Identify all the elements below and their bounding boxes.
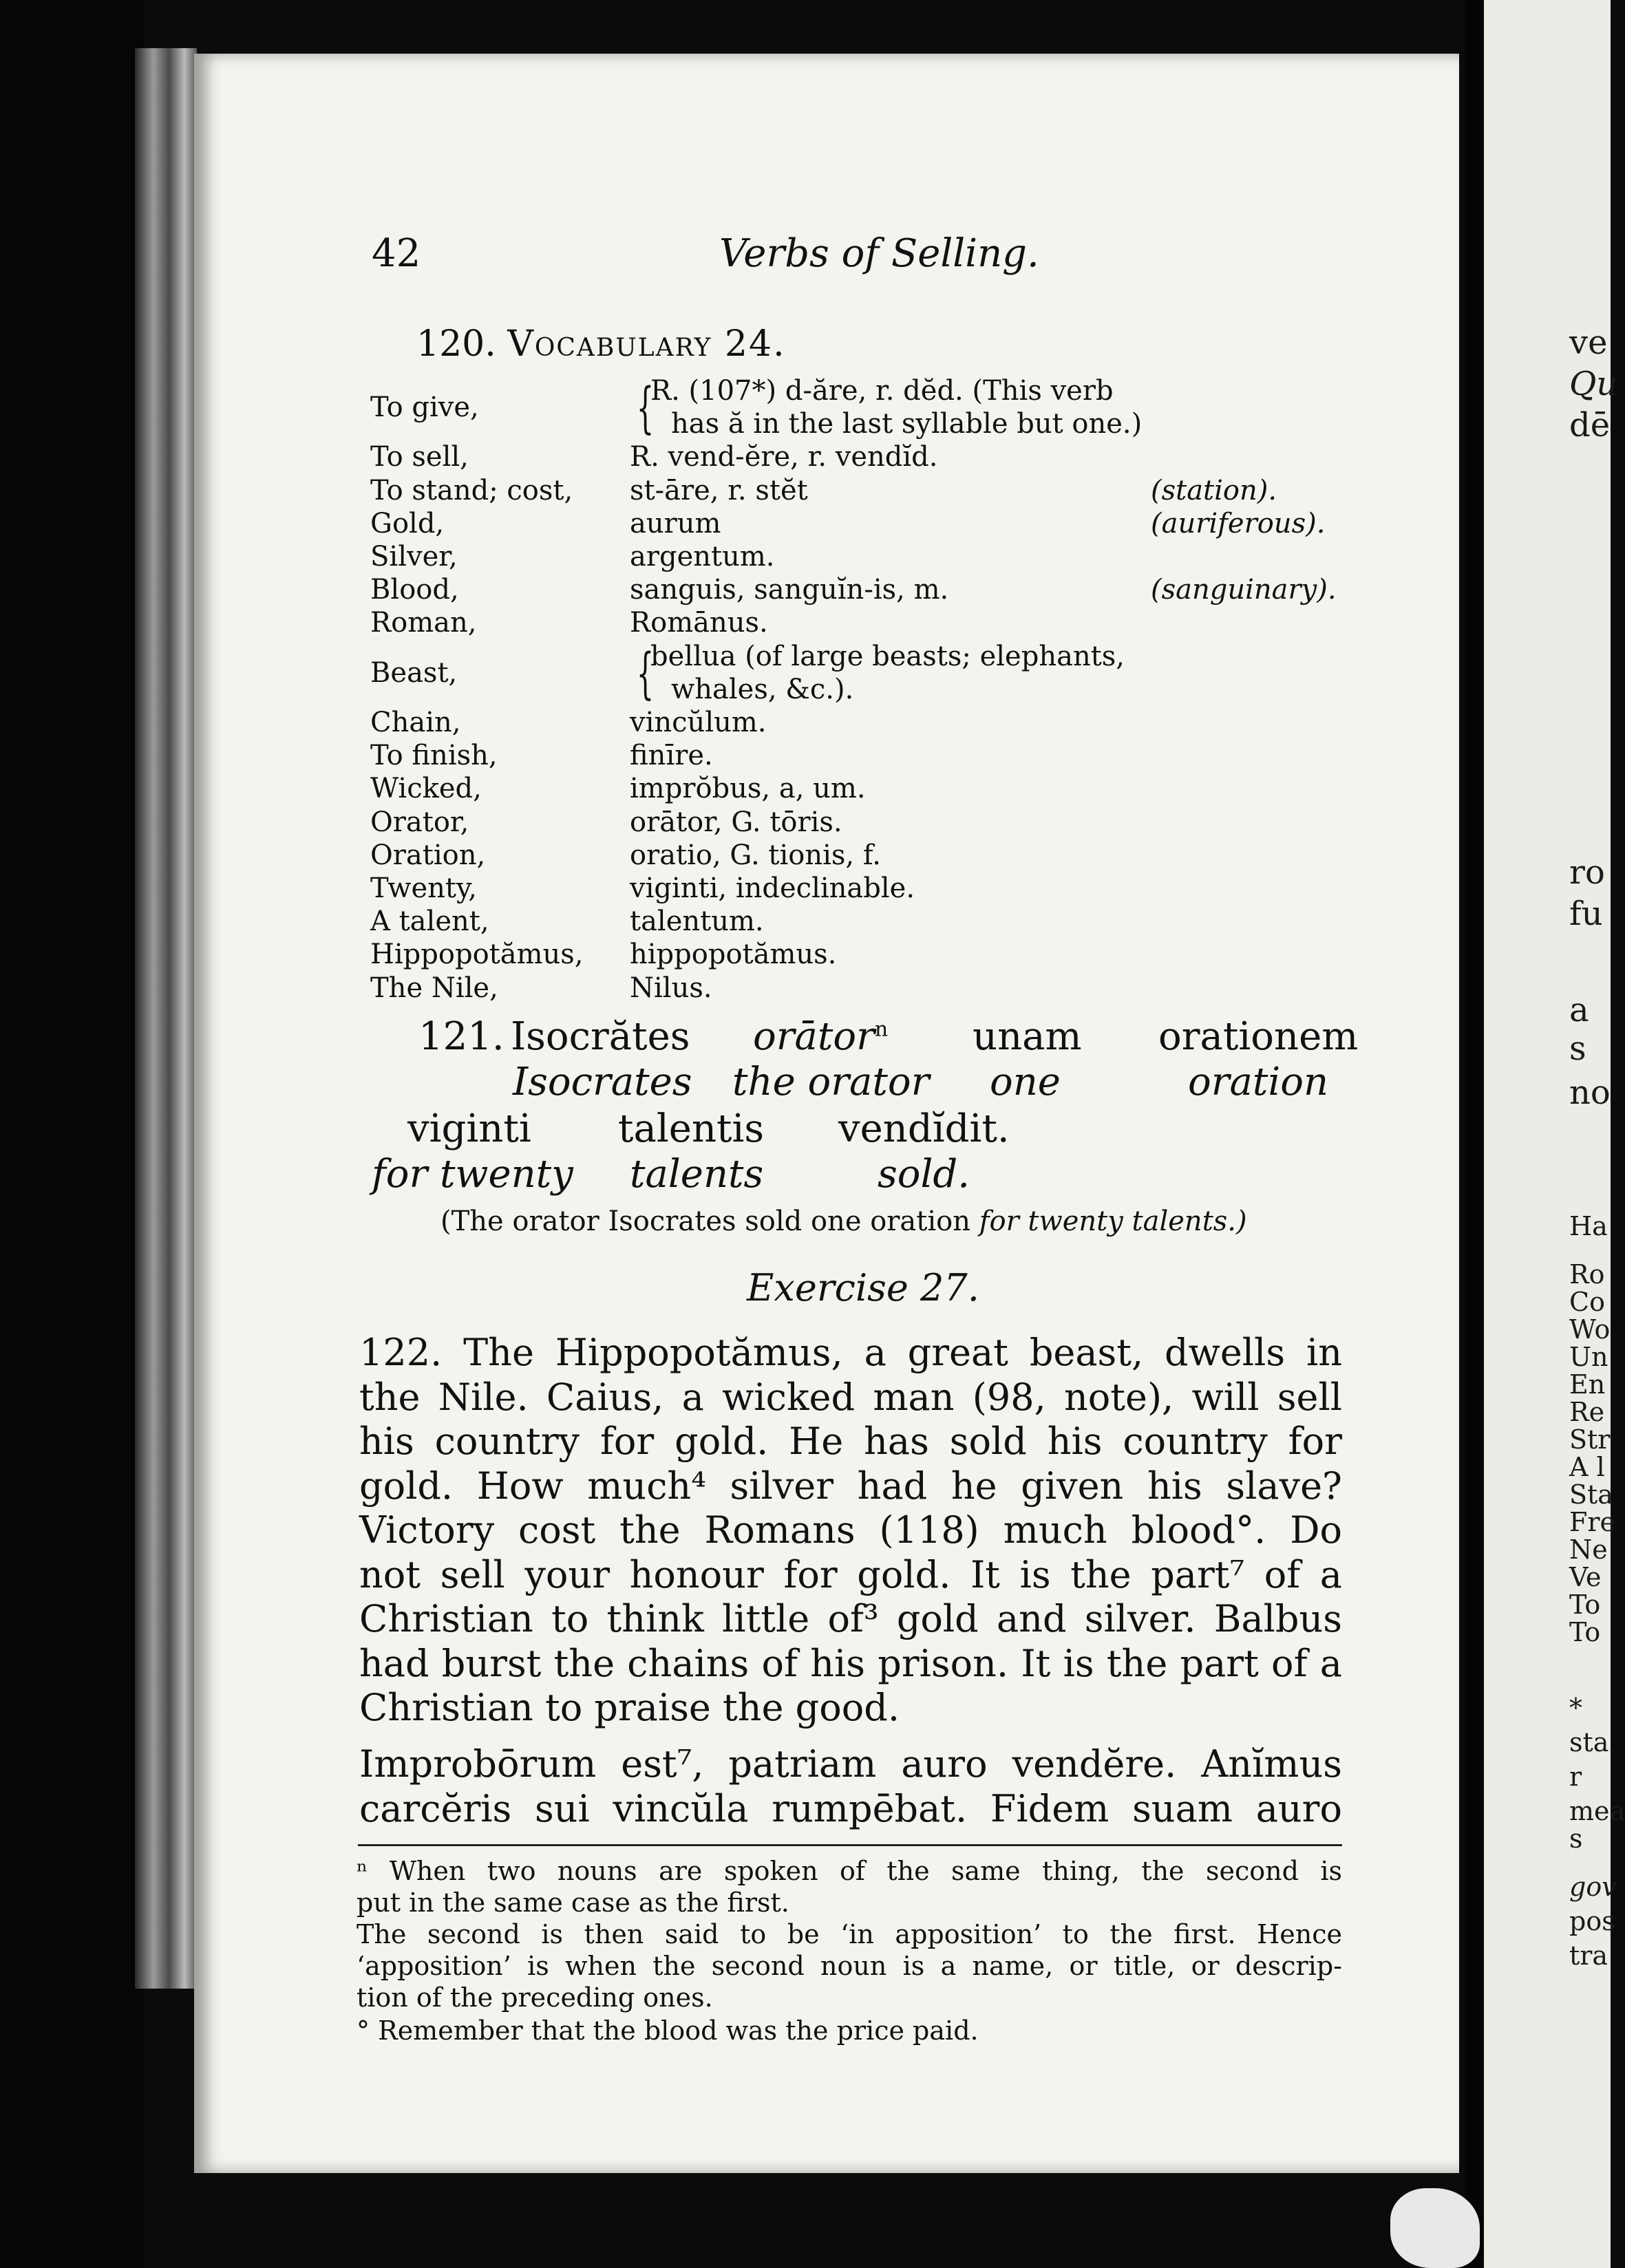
vocab-english: Chain,	[370, 707, 461, 738]
text-line: 122. The Hippopotămus, a great beast, dwells in	[359, 1331, 1342, 1374]
vocab-english: The Nile,	[370, 972, 498, 1004]
vocab-english: Gold,	[370, 507, 445, 539]
vocab-latin: talentum.	[630, 906, 764, 938]
vocab-latin: Nilus.	[630, 972, 712, 1004]
text-line: ⁿ When two nouns are spoken of the same thing, the second is	[357, 1856, 1342, 1886]
vocab-etymology: (auriferous).	[1151, 507, 1326, 539]
book-page-edges	[135, 48, 197, 1989]
text-line: ‘apposition’ is when the second noun is a name, or title, or descrip-	[357, 1951, 1342, 1981]
facing-text-fragment: no	[1569, 1073, 1611, 1112]
facing-text-fragment: To	[1569, 1590, 1601, 1620]
text-line: Victory cost the Romans (118) much blood°. Do	[359, 1508, 1342, 1552]
exercise-title: Exercise 27.	[747, 1266, 979, 1309]
vocab-latin: aurum	[630, 507, 721, 539]
gloss-word: the orator	[732, 1060, 930, 1104]
vocab-english: To give,	[370, 392, 479, 424]
text-line: not sell your honour for gold. It is the part⁷ of a	[359, 1552, 1342, 1596]
facing-text-fragment: pos	[1569, 1906, 1615, 1936]
facing-text-fragment: r	[1569, 1762, 1582, 1792]
book-gutter-shadow	[0, 0, 145, 2268]
vocab-english: Twenty,	[370, 873, 477, 904]
text-line: his country for gold. He has sold his country for	[359, 1420, 1342, 1463]
vocab-english: Wicked,	[370, 773, 482, 805]
footnote-mark: n	[874, 1017, 889, 1042]
facing-text-fragment: a s	[1569, 991, 1589, 1068]
vocab-etymology: (sanguinary).	[1151, 574, 1337, 606]
text-line: Christian to praise the good.	[359, 1686, 900, 1729]
brace: {	[636, 641, 655, 705]
facing-text-fragment: *	[1569, 1693, 1582, 1723]
facing-text-fragment: Qu	[1569, 365, 1618, 403]
vocab-latin: finīre.	[630, 740, 713, 772]
brace: {	[636, 376, 655, 440]
gloss-word: one	[990, 1060, 1061, 1104]
vocab-english: Oration,	[370, 839, 486, 871]
vocab-latin-continued: whales, &c.).	[671, 673, 854, 705]
footnote-o: ° Remember that the blood was the price paid.	[357, 2015, 979, 2046]
vocab-etymology: (station).	[1151, 474, 1277, 506]
latin-word: talentis	[618, 1106, 765, 1151]
latin-word: orationem	[1158, 1014, 1359, 1059]
vocab-english: To sell,	[370, 441, 469, 473]
latin-paragraph	[359, 1742, 1342, 1831]
facing-text-fragment: A l	[1569, 1452, 1605, 1482]
facing-text-fragment: En	[1569, 1369, 1606, 1400]
vocab-english: A talent,	[370, 906, 489, 938]
gloss-word: Isocrates	[513, 1060, 692, 1104]
facing-text-fragment: tra	[1569, 1940, 1608, 1971]
facing-text-fragment: Ha	[1569, 1211, 1608, 1241]
facing-text-fragment: s	[1569, 1823, 1583, 1854]
gloss-word: oration	[1188, 1060, 1329, 1104]
vocab-english: Orator,	[370, 806, 469, 838]
facing-text-fragment: ro	[1569, 853, 1605, 892]
text-line: gold. How much⁴ silver had he given his slave?	[359, 1464, 1342, 1508]
vocab-english: Silver,	[370, 541, 458, 573]
gloss-word: for twenty	[372, 1152, 573, 1197]
facing-text-fragment: dē	[1569, 406, 1611, 445]
facing-text-fragment: gov	[1569, 1872, 1617, 1902]
example-number: 121.	[418, 1014, 505, 1059]
vocab-latin: R. vend-ĕre, r. vendĭd.	[630, 441, 938, 473]
paper-damage	[1390, 2188, 1480, 2268]
vocab-latin-continued: has ă in the last syllable but one.)	[671, 408, 1143, 440]
text-line: tion of the preceding ones.	[357, 1982, 713, 2013]
vocab-latin: hippopotămus.	[630, 939, 837, 971]
vocab-latin: oratio, G. tionis, f.	[630, 839, 881, 871]
vocab-latin: bellua (of large beasts; elephants,	[650, 640, 1125, 672]
facing-text-fragment: fu	[1569, 895, 1603, 933]
facing-text-fragment: To	[1569, 1617, 1601, 1647]
text-line: put in the same case as the first.	[357, 1887, 789, 1918]
vocab-english: Blood,	[370, 574, 459, 606]
facing-text-fragment: mea	[1569, 1796, 1625, 1826]
facing-text-fragment: Sta	[1569, 1479, 1613, 1510]
facing-text-fragment: Re	[1569, 1397, 1605, 1427]
text-line: Christian to think little of³ gold and silver. Balbus	[359, 1597, 1342, 1640]
vocab-latin: st-āre, r. stĕt	[630, 474, 808, 506]
footnote-n	[357, 1855, 1342, 2013]
facing-text-fragment: sta	[1569, 1727, 1609, 1757]
vocab-latin: sanguis, sanguĭn-is, m.	[630, 574, 949, 606]
facing-text-fragment: Co	[1569, 1287, 1605, 1317]
latin-word: viginti	[407, 1106, 531, 1151]
vocab-english: To finish,	[370, 740, 498, 772]
footnote-rule	[358, 1844, 1342, 1846]
vocab-english: Hippopotămus,	[370, 939, 584, 971]
facing-text-fragment: ve	[1569, 323, 1608, 362]
gloss-word: talents	[630, 1152, 764, 1197]
vocab-latin: Romānus.	[630, 607, 768, 639]
latin-word: Isocrătes	[511, 1014, 690, 1059]
gloss-word: sold.	[878, 1152, 970, 1197]
vocab-latin: argentum.	[630, 541, 775, 573]
translation: (The orator Isocrates sold one oration for twenty talents.)	[440, 1206, 1247, 1237]
page-number: 42	[372, 231, 421, 276]
vocab-english: Roman,	[370, 607, 477, 639]
latin-word: orātor$^n$	[753, 1014, 889, 1059]
latin-word: vendĭdit.	[838, 1106, 1010, 1151]
vocab-latin: imprŏbus, a, um.	[630, 773, 866, 805]
vocab-english: To stand; cost,	[370, 474, 573, 506]
vocab-english: Beast,	[370, 656, 458, 689]
text-line: carcĕris sui vincŭla rumpēbat. Fidem suam auro	[359, 1786, 1342, 1830]
facing-text-fragment: Ro	[1569, 1259, 1605, 1290]
vocabulary-heading	[416, 323, 786, 365]
text-line: had burst the chains of his prison. It is the part of a	[359, 1641, 1342, 1685]
text-line: the Nile. Caius, a wicked man (98, note), will sell	[359, 1375, 1342, 1419]
facing-text-fragment: Fre	[1569, 1507, 1616, 1537]
text-line: The second is then said to be ‘in apposition’ to the first. Hence	[357, 1919, 1342, 1949]
vocab-latin: orātor, G. tōris.	[630, 806, 842, 838]
running-title: Verbs of Selling.	[719, 231, 1039, 276]
facing-text-fragment: Wo	[1569, 1314, 1611, 1345]
latin-word: unam	[973, 1014, 1082, 1059]
section-number: 120.	[416, 323, 496, 365]
facing-text-fragment: Str	[1569, 1424, 1611, 1455]
vocabulary-title: Vocabulary 24.	[507, 323, 786, 365]
vocab-latin: R. (107*) d-ăre, r. dĕd. (This verb	[650, 375, 1114, 407]
facing-text-fragment: Un	[1569, 1342, 1608, 1372]
exercise-paragraph	[359, 1331, 1342, 1731]
text-line: Improbōrum est⁷, patriam auro vendĕre. Anĭmus	[359, 1742, 1342, 1786]
vocab-latin: vincŭlum.	[630, 707, 767, 738]
facing-text-fragment: Ve	[1569, 1562, 1602, 1592]
vocab-latin: viginti, indeclinable.	[630, 873, 915, 904]
facing-text-fragment: Ne	[1569, 1534, 1608, 1565]
